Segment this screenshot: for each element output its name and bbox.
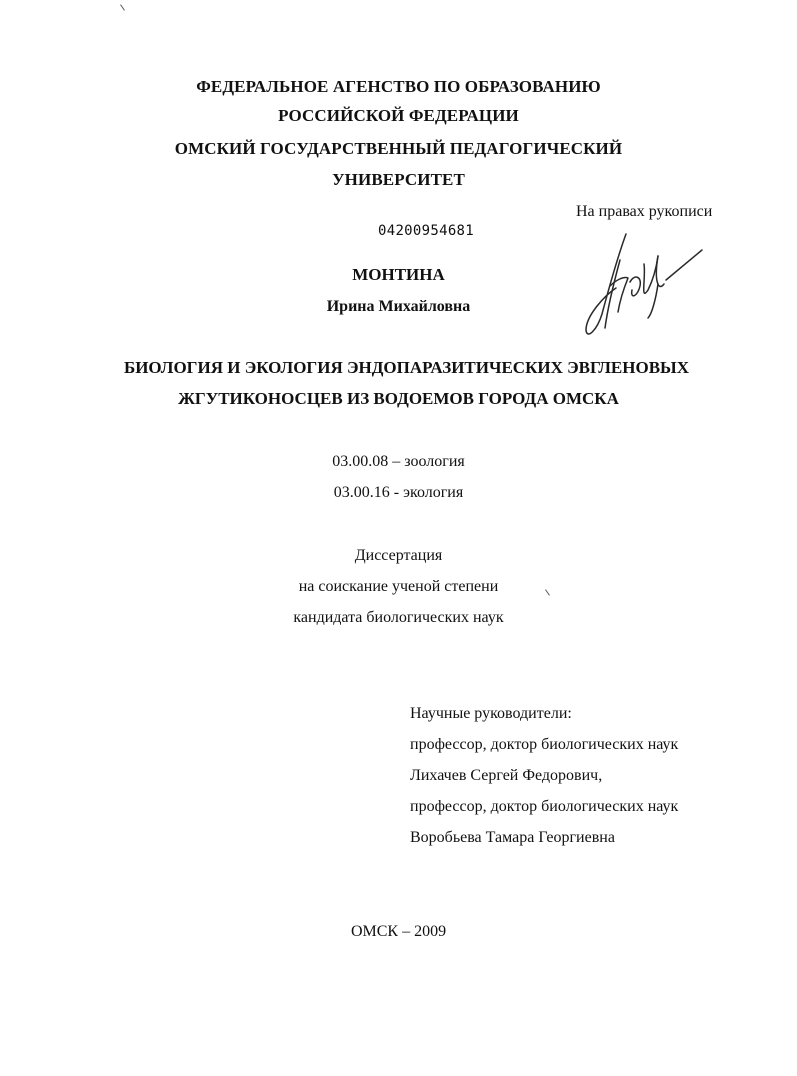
title-line-2: ЖГУТИКОНОСЦЕВ ИЗ ВОДОЕМОВ ГОРОДА ОМСКА [178, 389, 619, 408]
city-year: ОМСК – 2009 [350, 923, 447, 940]
scan-mark-top [120, 4, 125, 10]
header-line-university-cont: УНИВЕРСИТЕТ [332, 170, 465, 189]
author-given-names: Ирина Михайловна [326, 298, 471, 315]
dissertation-label: Диссертация [354, 547, 443, 564]
specialty-ecology: 03.00.16 - экология [333, 484, 464, 501]
supervisor-1-name: Лихачев Сергей Федорович, [410, 767, 603, 784]
degree-field-line: кандидата биологических наук [293, 609, 504, 626]
manuscript-rights-note: На правах рукописи [576, 203, 713, 220]
registration-number: 04200954681 [378, 223, 475, 239]
degree-line: на соискание ученой степени [298, 578, 499, 595]
supervisor-2-title: профессор, доктор биологических наук [410, 798, 679, 815]
supervisor-1-title: профессор, доктор биологических наук [410, 736, 679, 753]
header-line-university: ОМСКИЙ ГОСУДАРСТВЕННЫЙ ПЕДАГОГИЧЕСКИЙ [174, 139, 623, 158]
author-surname: МОНТИНА [352, 265, 445, 284]
title-line-1: БИОЛОГИЯ И ЭКОЛОГИЯ ЭНДОПАРАЗИТИЧЕСКИХ ЭВГЛЕНОВЫХ [123, 358, 690, 377]
signature-icon [574, 226, 714, 344]
supervisors-heading: Научные руководители: [410, 705, 572, 722]
specialty-zoology: 03.00.08 – зоология [332, 453, 465, 470]
supervisor-2-name: Воробьева Тамара Георгиевна [410, 829, 615, 846]
header-line-agency: ФЕДЕРАЛЬНОЕ АГЕНСТВО ПО ОБРАЗОВАНИЮ [196, 77, 601, 96]
header-line-federation: РОССИЙСКОЙ ФЕДЕРАЦИИ [278, 106, 519, 125]
